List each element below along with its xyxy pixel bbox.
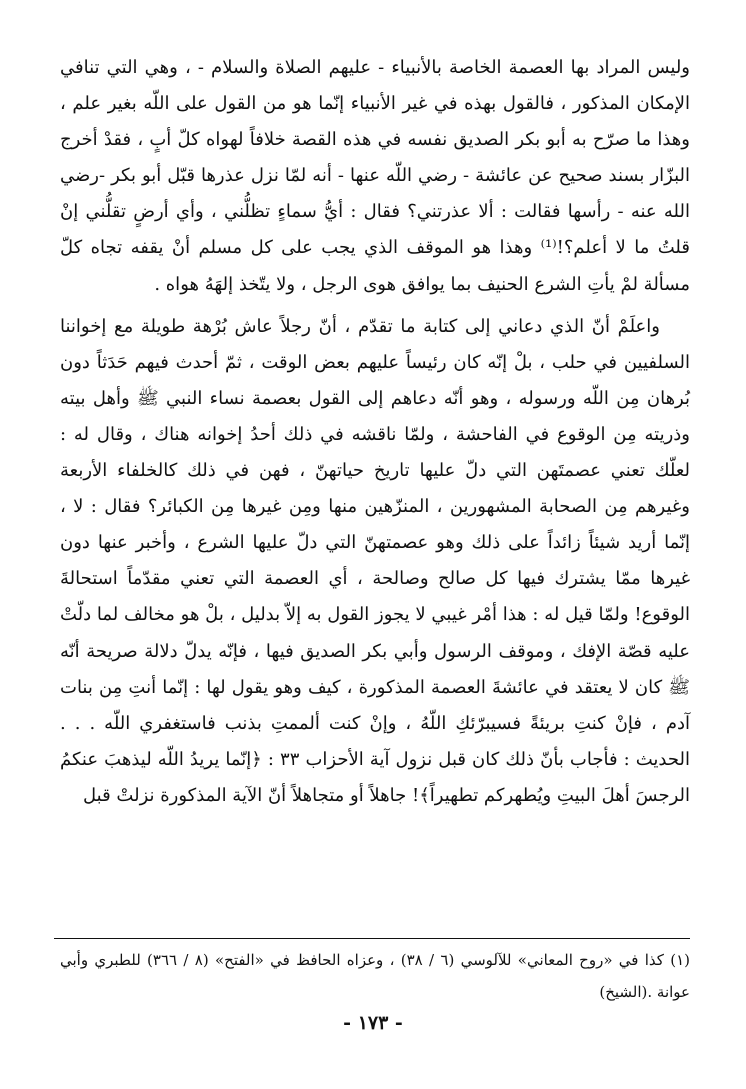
page-number: - ١٧٣ - <box>343 1012 403 1034</box>
body-text <box>60 50 690 814</box>
paragraph-2: واعلَمْ أنّ الذي دعاني إلى كتابة ما تقدّم ، أنّ رجلاً عاش بُرْهة طويلة مع إخواننا السلفيين في حلب ، بلْ إنّه كان رئيساً عليهم بعض الوقت ، ثمّ أحدث فيهم حَدَثاً دون بُرهان مِن اللّه ورسوله ، وهو أنّه دعاهم إلى القول بعصمة نساء النبي ﷺ وأهل بيته وذريته مِن الوقوع في الفاحشة ، ولمّا ناقشه في ذلك أحدُ إخوانه هناك ، وقال له : لعلّك تعني عصمتَهن التي دلّ عليها تاريخ حياتهنّ ، فهن في ذلك كالخلفاء الأربعة وغيرهم مِن الصحابة المشهورين ، المنزّهين منها ومِن غيرها مِن الكبائر؟ فقال : لا ، إنّما أريد شيئاً زائداً على ذلك وهو عصمتهنّ التي دلّ عليها الشرع ، وأخبر عنها دون غيرها ممّا يشترك فيها كل صالح وصالحة ، أي العصمة التي تعني مقدّماً استحالةَ الوقوع! ولمّا قيل له : هذا أمْر غيبي لا يجوز القول به إلاّ بدليل ، بلْ هو مخالف لما دلّتْ عليه قصّة الإفك ، وموقف الرسول وأبي بكر الصديق فيها ، فإنّه يدلّ دلالة صريحة أنّه ﷺ كان لا يعتقد في عائشةَ العصمة المذكورة ، كيف وهو يقول لها : إنّما أنتِ مِن بنات آدم ، فإنْ كنتِ بريئةً فسيبرّئكِ اللّهُ ، وإنْ كنت ألممتِ بذنب فاستغفري اللّه . . . الحديث : فأجاب بأنّ ذلك كان قبل نزول آية الأحزاب ٣٣ : ﴿إنّما يريدُ اللّه ليذهبَ عنكمُ الرجسَ أهلَ البيتِ ويُطهركم تطهيراً﴾! جاهلاً أو متجاهلاً أنّ الآية المذكورة نزلتْ قبل <box>60 315 691 806</box>
footnote-divider <box>54 938 690 939</box>
footnotes <box>60 944 690 1008</box>
paragraph-1: وليس المراد بها العصمة الخاصة بالأنبياء - عليهم الصلاة والسلام - ، وهي التي تنافي الإمكان المذكور ، فالقول بهذه في غير الأنبياء إنّما هو من القول على اللّه بغير علم ، وهذا ما صرّح به أبو بكر الصديق نفسه في هذه القصة خلافاً لهواه كلّ أبٍ ، فقدْ أخرج البزّار بسند صحيح عن عائشة - رضي اللّه عنها - أنه لمّا نزل عذرها قبّل أبو بكر -رضي الله عنه - رأسها فقالت : ألا عذرتني؟ فقال : أيُّ سماءٍ تظلُّني ، وأي أرضٍ تقلُّني إنْ قلتُ ما لا أعلم؟!⁽¹⁾ وهذا هو الموقف الذي يجب على كل مسلم أنْ يقفه تجاه كلّ مسألة لمْ يأتِ الشرع الحنيف بما يوافق هوى الرجل ، ولا يتّخذ إلهَهُ هواه . <box>60 57 690 295</box>
footnote-1: (١) كذا في «روح المعاني» للآلوسي (٦ / ٣٨) ، وعزاه الحافظ في «الفتح» (٨ / ٣٦٦) للطبري وأبي عوانة .(الشيخ) <box>60 951 691 1001</box>
